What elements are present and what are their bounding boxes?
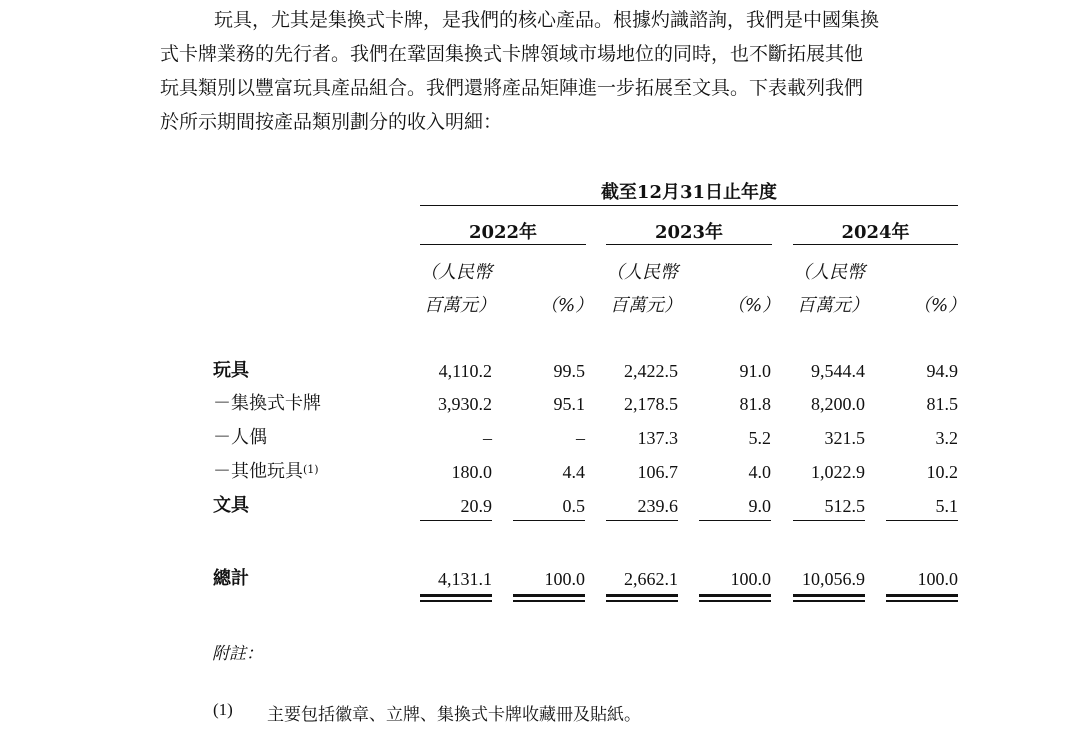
cell-value: 137.3: [637, 428, 678, 448]
cell-value: –: [483, 428, 492, 448]
cell-value: 9.0: [748, 496, 771, 516]
total-value: 10,056.9: [802, 569, 865, 589]
subtotal-rule: [699, 520, 771, 521]
cell-value: 180.0: [451, 462, 492, 482]
total-double-rule: [699, 594, 771, 600]
year-header-2024: 2024年: [841, 222, 910, 243]
unit-amount-label: 百萬元）: [797, 295, 869, 316]
intro-line: 玩具類別以豐富玩具產品組合。我們還將產品矩陣進一步拓展至文具。下表載列我們: [160, 77, 864, 99]
cell-value: 95.1: [553, 394, 585, 414]
subtotal-rule: [793, 520, 865, 521]
row-label: 玩具: [213, 360, 249, 381]
total-value: 4,131.1: [438, 569, 492, 589]
total-value: 100.0: [730, 569, 771, 589]
cell-value: 20.9: [460, 496, 492, 516]
total-double-rule: [513, 594, 585, 600]
row-label: 文具: [213, 495, 249, 516]
unit-pct-label: （%）: [540, 295, 594, 316]
year-header-2023: 2023年: [654, 222, 724, 243]
period-header: 截至12月31日止年度: [600, 182, 778, 203]
footnote-marker: (1): [213, 700, 233, 719]
cell-value: 3.2: [935, 428, 958, 448]
year-rule: [606, 244, 772, 245]
cell-value: 3,930.2: [438, 394, 492, 414]
cell-value: 1,022.9: [811, 462, 865, 482]
cell-value: 8,200.0: [811, 394, 865, 414]
intro-line: 於所示期間按產品類別劃分的收入明細：: [160, 111, 503, 133]
cell-value: 4,110.2: [438, 361, 492, 381]
cell-value: 9,544.4: [811, 361, 865, 381]
subtotal-rule: [513, 520, 585, 521]
cell-value: 4.4: [562, 462, 585, 482]
cell-value: 81.5: [926, 394, 958, 414]
total-double-rule: [793, 594, 865, 600]
cell-value: 106.7: [637, 462, 678, 482]
year-header-2022: 2022年: [468, 222, 538, 243]
header-rule: [420, 205, 958, 206]
cell-value: 239.6: [637, 496, 678, 516]
subtotal-rule: [886, 520, 958, 521]
cell-value: 99.5: [553, 361, 585, 381]
footnote-ref: (1): [303, 463, 319, 476]
cell-value: 0.5: [562, 496, 585, 516]
cell-value: 4.0: [748, 462, 771, 482]
cell-value: 10.2: [926, 462, 958, 482]
cell-value: 81.8: [739, 394, 771, 414]
row-label-text: －其他玩具: [213, 461, 303, 482]
unit-amount-label: （人民幣: [606, 262, 678, 283]
intro-line: 式卡牌業務的先行者。我們在鞏固集換式卡牌領域市場地位的同時，也不斷拓展其他: [160, 43, 864, 65]
total-double-rule: [420, 594, 492, 600]
notes-heading: 附註：: [212, 644, 263, 664]
subtotal-rule: [420, 520, 492, 521]
unit-amount-label: （人民幣: [793, 262, 865, 283]
year-rule: [793, 244, 958, 245]
cell-value: 91.0: [739, 361, 771, 381]
unit-pct-label: （%）: [727, 295, 781, 316]
unit-pct-label: （%）: [913, 295, 967, 316]
total-label: 總計: [213, 568, 249, 589]
intro-line: 玩具，尤其是集換式卡牌，是我們的核心產品。根據灼識諮詢，我們是中國集換: [214, 9, 880, 31]
cell-value: –: [576, 428, 585, 448]
cell-value: 5.1: [935, 496, 958, 516]
cell-value: 2,422.5: [624, 361, 678, 381]
row-label: －人偶: [213, 427, 267, 448]
subtotal-rule: [606, 520, 678, 521]
cell-value: 5.2: [748, 428, 771, 448]
footnote-text: 主要包括徽章、立牌、集換式卡牌收藏冊及貼紙。: [267, 705, 641, 725]
unit-amount-label: 百萬元）: [424, 295, 496, 316]
total-value: 100.0: [917, 569, 958, 589]
total-value: 2,662.1: [624, 569, 678, 589]
cell-value: 2,178.5: [624, 394, 678, 414]
cell-value: 512.5: [824, 496, 865, 516]
cell-value: 94.9: [926, 361, 958, 381]
total-double-rule: [886, 594, 958, 600]
unit-amount-label: （人民幣: [420, 262, 492, 283]
row-label: [213, 460, 319, 484]
cell-value: 321.5: [824, 428, 865, 448]
total-value: 100.0: [544, 569, 585, 589]
total-double-rule: [606, 594, 678, 600]
unit-amount-label: 百萬元）: [610, 295, 682, 316]
year-rule: [420, 244, 586, 245]
row-label: －集換式卡牌: [213, 393, 321, 414]
